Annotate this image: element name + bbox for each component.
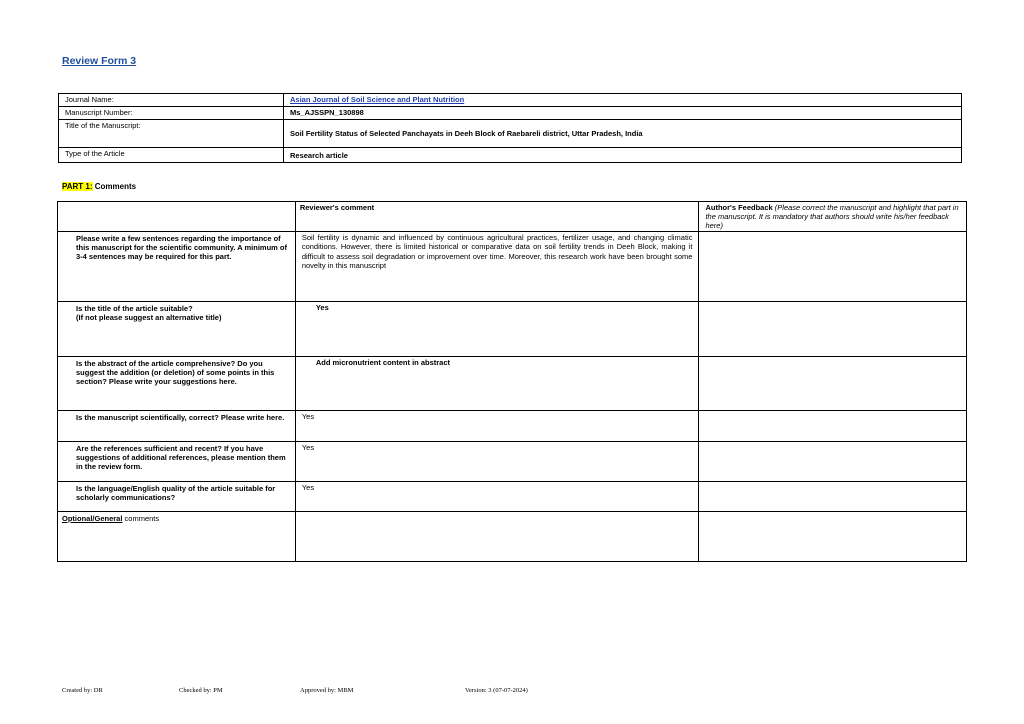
author-feedback-scientific[interactable]	[699, 411, 967, 442]
author-feedback-references[interactable]	[699, 442, 967, 482]
manuscript-number-value: Ms_AJSSPN_130898	[284, 107, 962, 120]
question-title: Is the title of the article suitable? (If not please suggest an alternative title)	[58, 302, 296, 357]
author-feedback-header	[699, 202, 967, 232]
footer-created-by: Created by: DR	[62, 687, 103, 694]
author-feedback-language[interactable]	[699, 482, 967, 512]
author-feedback-title: Author's Feedback	[705, 203, 773, 212]
footer-version: Version: 3 (07-07-2024)	[465, 687, 528, 694]
question-scientific: Is the manuscript scientifically, correct? Please write here.	[58, 411, 296, 442]
author-feedback-title-row[interactable]	[699, 302, 967, 357]
part1-label: Comments	[92, 182, 137, 191]
footer-checked-by: Checked by: PM	[179, 687, 223, 694]
comment-abstract[interactable]: Add micronutrient content in abstract	[295, 357, 699, 411]
comment-scientific[interactable]: Yes	[295, 411, 699, 442]
author-feedback-note: (Please correct the manuscript and highlight that part in the manuscript. It is mandatory that authors should write his/her feedback here)	[705, 203, 959, 230]
article-type-label: Type of the Article	[59, 148, 284, 163]
part1-heading	[62, 182, 136, 191]
form-title: Review Form 3	[62, 55, 137, 67]
comment-title[interactable]: Yes	[295, 302, 699, 357]
reviewer-comment-header: Reviewer's comment	[295, 202, 699, 232]
article-type-value: Research article	[284, 148, 962, 163]
question-abstract: Is the abstract of the article comprehensive? Do you suggest the addition (or deletion) of some points in this section? Please write your suggestions here.	[58, 357, 296, 411]
author-feedback-abstract[interactable]	[699, 357, 967, 411]
journal-link[interactable]: Asian Journal of Soil Science and Plant Nutrition	[290, 95, 465, 104]
question-importance: Please write a few sentences regarding the importance of this manuscript for the scientific community. A minimum of 3-4 sentences may be required for this part.	[58, 232, 296, 302]
comment-importance[interactable]: Soil fertility is dynamic and influenced by continuous agricultural practices, fertilizer usage, and changing climatic conditions. However, there is limited historical or comparative data on soil fertility trends in Deeh Block, making it difficult to assess soil degradation or improvement over time. Moreover, this research work have been brought some novelty in this manuscript	[295, 232, 699, 302]
author-feedback-optional[interactable]	[699, 512, 967, 562]
optional-comments-rest: comments	[122, 514, 160, 523]
optional-comments-bold: Optional/General	[62, 514, 123, 523]
author-feedback-importance[interactable]	[699, 232, 967, 302]
manuscript-title-value: Soil Fertility Status of Selected Panchayats in Deeh Block of Raebareli district, Uttar Pradesh, India	[284, 120, 962, 148]
optional-comments-label	[58, 512, 296, 562]
header-empty-cell	[58, 202, 296, 232]
footer-approved-by: Approved by: MBM	[300, 687, 354, 694]
comment-language[interactable]: Yes	[295, 482, 699, 512]
manuscript-title-label: Title of the Manuscript:	[59, 120, 284, 148]
part1-prefix: PART 1:	[62, 182, 93, 191]
comment-references[interactable]: Yes	[295, 442, 699, 482]
question-language: Is the language/English quality of the article suitable for scholarly communications?	[58, 482, 296, 512]
manuscript-number-label: Manuscript Number:	[59, 107, 284, 120]
question-references: Are the references sufficient and recent? If you have suggestions of additional references, please mention them in the review form.	[58, 442, 296, 482]
journal-label: Journal Name:	[59, 94, 284, 107]
optional-comments-field[interactable]	[295, 512, 699, 562]
manuscript-info-table	[58, 93, 962, 163]
comments-table	[57, 201, 967, 562]
